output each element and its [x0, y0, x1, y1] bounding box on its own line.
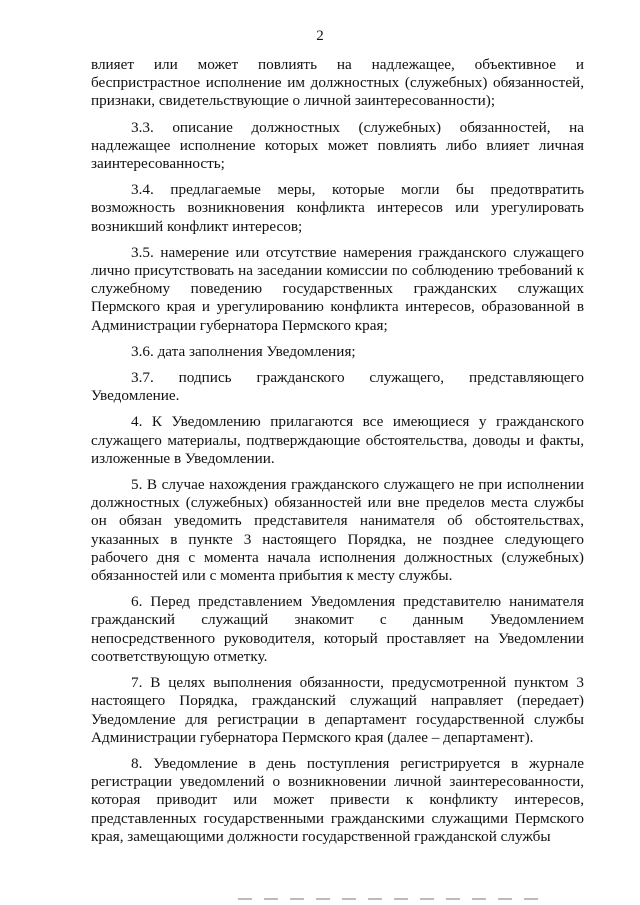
- paragraph-3-6: 3.6. дата заполнения Уведомления;: [131, 342, 356, 360]
- paragraph-3-3: 3.3. описание должностных (служебных) обязанностей, на надлежащее исполнение которых может повлиять либо влияет личная заинтересованность;: [91, 118, 584, 173]
- paragraph-6: 6. Перед представлением Уведомления представителю нанимателя гражданский служащий знакомит с данным Уведомлением непосредственного руководителя, который проставляет на Уведомлении соответствующую отметку.: [91, 593, 584, 665]
- scan-footer-artifact: [238, 898, 538, 900]
- paragraph-7: 7. В целях выполнения обязанности, предусмотренной пунктом 3 настоящего Порядка, гражданский служащий направляет (передает) Уведомление для регистрации в департамент государственной службы Администрации губернатора Пермского края (далее – департамент).: [91, 674, 584, 746]
- paragraph-3-4: 3.4. предлагаемые меры, которые могли бы предотвратить возможность возникновения конфликта интересов или урегулировать возникший конфликт интересов;: [91, 181, 584, 235]
- page-number: 2: [316, 28, 324, 44]
- paragraph-4: 4. К Уведомлению прилагаются все имеющиеся у гражданского служащего материалы, подтверждающие обстоятельства, доводы и факты, изложенные в Уведомлении.: [91, 413, 584, 467]
- paragraph-3-5: 3.5. намерение или отсутствие намерения гражданского служащего лично присутствовать на заседании комиссии по соблюдению требований к служебному поведению государственных гражданских служащих Пермского края и урегулированию конфликта интересов, образованной в Администрации губернатора Пермского края;: [91, 243, 584, 334]
- paragraph-5: 5. В случае нахождения гражданского служащего не при исполнении должностных (служебных) обязанностей или вне пределов места службы он обязан уведомить представителя нанимателя об обстоятельствах, указанных в пункте 3 настоящего Порядка, не позднее следующего рабочего дня с момента начала исполнения должностных (служебных) обязанностей или с момента прибытия к месту службы.: [91, 476, 584, 585]
- document-body: [91, 56, 584, 854]
- paragraph-continuation: влияет или может повлиять на надлежащее, объективное и беспристрастное исполнение им должностных (служебных) обязанностей, признаки, свидетельствующие о личной заинтересованности);: [91, 56, 584, 110]
- paragraph-3-7: 3.7. подпись гражданского служащего, представляющего Уведомление.: [91, 369, 584, 405]
- paragraph-8: 8. Уведомление в день поступления регистрируется в журнале регистрации уведомлений о возникновении личной заинтересованности, которая приводит или может привести к конфликту интересов, представленных государственными гражданскими служащими Пермского края, замещающими должности государственной гражданской службы: [91, 754, 584, 845]
